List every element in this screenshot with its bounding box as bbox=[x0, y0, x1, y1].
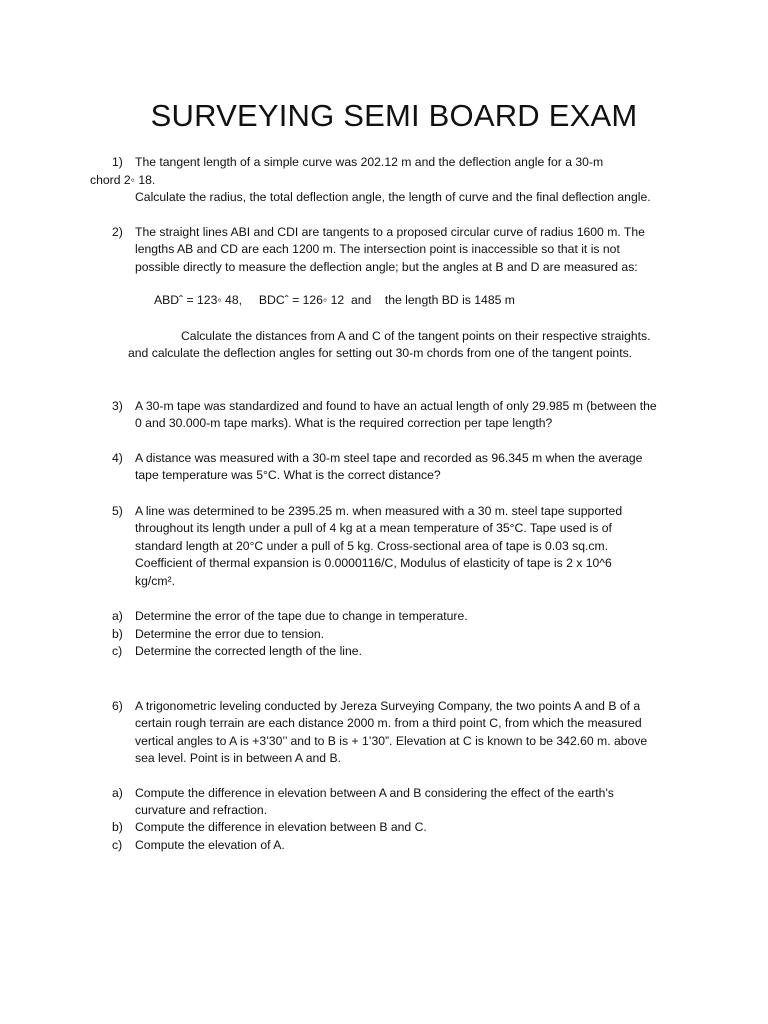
question-text-line: standard length at 20°C under a pull of 5 kg. Cross-sectional area of tape is 0.03 sq.cm. bbox=[135, 539, 609, 553]
question-text-line: A trigonometric leveling conducted by Jereza Surveying Company, the two points A and B of a bbox=[135, 699, 641, 713]
sub-question-text: Compute the difference in elevation between B and C. bbox=[135, 820, 427, 834]
question-text-line: The tangent length of a simple curve was 202.12 m and the deflection angle for a 30-m bbox=[135, 155, 604, 169]
question-text-line: possible directly to measure the deflection angle; but the angles at B and D are measured as: bbox=[135, 260, 638, 274]
sub-question-label: c) bbox=[112, 644, 123, 658]
question-number: 3) bbox=[112, 399, 123, 413]
question-text-line: kg/cm². bbox=[135, 574, 175, 588]
question-text-line: throughout its length under a pull of 4 kg at a mean temperature of 35°C. Tape used is of bbox=[135, 521, 612, 535]
question-text-line: tape temperature was 5°C. What is the correct distance? bbox=[135, 468, 441, 482]
question-number: 5) bbox=[112, 504, 123, 518]
sub-question-label: a) bbox=[112, 609, 123, 623]
angle-measurements: ABDˆ = 123◦ 48, BDCˆ = 126◦ 12 and the length BD is 1485 m bbox=[154, 293, 515, 307]
question-text-line: A 30-m tape was standardized and found to have an actual length of only 29.985 m (between the bbox=[135, 399, 657, 413]
question-text-line: Calculate the radius, the total deflection angle, the length of curve and the final deflection angle. bbox=[135, 190, 651, 204]
question-number: 6) bbox=[112, 699, 123, 713]
question-text-line: 0 and 30.000-m tape marks). What is the required correction per tape length? bbox=[135, 416, 553, 430]
question-text-line: and calculate the deflection angles for setting out 30-m chords from one of the tangent points. bbox=[128, 346, 633, 360]
question-text-line: chord 2◦ 18. bbox=[90, 173, 156, 187]
sub-question-label: c) bbox=[112, 838, 123, 852]
question-number: 4) bbox=[112, 451, 123, 465]
sub-question-text: Compute the elevation of A. bbox=[135, 838, 285, 852]
question-text-line: Calculate the distances from A and C of the tangent points on their respective straights. bbox=[181, 329, 651, 343]
page-title: SURVEYING SEMI BOARD EXAM bbox=[150, 98, 638, 133]
sub-question-label: b) bbox=[112, 627, 123, 641]
sub-question-label: a) bbox=[112, 786, 123, 800]
sub-question-text: curvature and refraction. bbox=[135, 803, 268, 817]
question-number: 1) bbox=[112, 155, 123, 169]
sub-question-text: Determine the error of the tape due to change in temperature. bbox=[135, 609, 468, 623]
question-text-line: A distance was measured with a 30-m steel tape and recorded as 96.345 m when the average bbox=[135, 451, 643, 465]
question-text-line: sea level. Point is in between A and B. bbox=[135, 751, 341, 765]
question-text-line: The straight lines ABI and CDI are tangents to a proposed circular curve of radius 1600 m. The bbox=[135, 225, 645, 239]
sub-question-text: Determine the corrected length of the line. bbox=[135, 644, 362, 658]
sub-question-text: Compute the difference in elevation between A and B considering the effect of the earth's bbox=[135, 786, 614, 800]
sub-question-text: Determine the error due to tension. bbox=[135, 627, 325, 641]
question-text-line: vertical angles to A is +3’30’’ and to B is + 1’30”. Elevation at C is known to be 342.60 m. above bbox=[135, 734, 648, 748]
question-text-line: certain rough terrain are each distance 2000 m. from a third point C, from which the measured bbox=[135, 716, 642, 730]
question-text-line: A line was determined to be 2395.25 m. when measured with a 30 m. steel tape supported bbox=[135, 504, 623, 518]
question-text-line: Coefficient of thermal expansion is 0.0000116/C, Modulus of elasticity of tape is 2 x 10^6 bbox=[135, 556, 612, 570]
sub-question-label: b) bbox=[112, 820, 123, 834]
question-text-line: lengths AB and CD are each 1200 m. The intersection point is inaccessible so that it is not bbox=[135, 242, 620, 256]
question-number: 2) bbox=[112, 225, 123, 239]
